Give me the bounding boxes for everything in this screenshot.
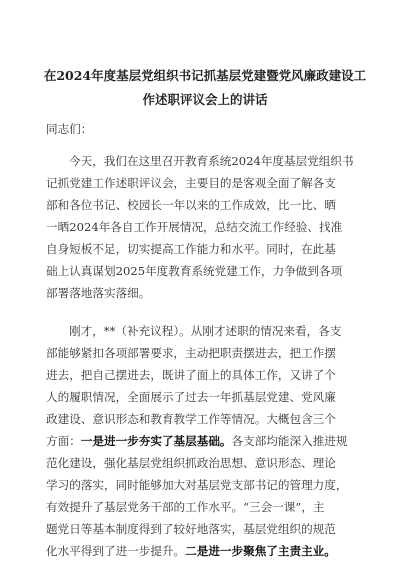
paragraph-line-prefix: 方面： <box>46 434 81 448</box>
title-line-1: 在2024年度基层党组织书记抓基层党建暨党风廉政建设工 <box>43 68 367 83</box>
paragraph-line-prefix: 化水平得到了进一步提升。 <box>46 544 186 558</box>
paragraph-line: 学习的落实，同时能够加大对基层党支部书记的管理力度， <box>46 478 348 492</box>
paragraph-line: 题党日等基本制度得到了较好地落实，基层党组织的规范 <box>46 522 336 536</box>
paragraph-line: 刚才，**（补充议程）。从刚才述职的情况来看，各支 <box>69 324 342 338</box>
paragraph-line: 部和各位书记、校园长一年以来的工作成效，比一比、晒 <box>46 198 336 212</box>
paragraph-line: 人的履职情况，全面展示了过去一年抓基层党建、党风廉 <box>46 390 336 404</box>
paragraph-line: 政建设、意识形态和教育教学工作等情况。大概包含三个 <box>46 412 336 426</box>
paragraph-line: 有效提升了基层党务干部的工作水平。“三会一课”，主 <box>46 500 325 514</box>
paragraph-line: 部能够紧扣各项部署要求，主动把职责摆进去，把工作摆 <box>46 346 336 360</box>
title-line-2: 作述职评议会上的讲话 <box>142 92 268 107</box>
bold-heading-1: 一是进一步夯实了基层基础。 <box>80 434 232 448</box>
paragraph-line: 进去，把自己摆进去，既讲了面上的具体工作，又讲了个 <box>46 368 336 382</box>
paragraph-line <box>46 540 362 562</box>
paragraph-line: 础上认真谋划2025年度教育系统党建工作，力争做到各项 <box>46 264 343 278</box>
document-title <box>40 64 370 112</box>
paragraph-line: 自身短板不足，切实提高工作能力和水平。同时，在此基 <box>46 242 336 256</box>
paragraph-1 <box>46 150 362 304</box>
paragraph-line <box>46 430 362 452</box>
document-body <box>46 118 362 562</box>
paragraph-line: 范化建设，强化基层党组织抓政治思想、意识形态、理论 <box>46 456 336 470</box>
paragraph-line: 部署落地落实落细。 <box>46 286 151 300</box>
paragraph-line: 记抓党建工作述职评议会，主要目的是客观全面了解各支 <box>46 176 336 190</box>
salutation: 同志们： <box>46 122 93 136</box>
paragraph-line: 今天，我们在这里召开教育系统2024年度基层党组织书 <box>69 154 354 168</box>
bold-heading-2: 二是进一步聚焦了主责主业。 <box>185 544 336 558</box>
paragraph-2 <box>46 320 362 562</box>
paragraph-line-suffix: 各支部均能深入推进规 <box>231 434 348 448</box>
paragraph-line: 一晒2024年各自工作开展情况，总结交流工作经验、找准 <box>46 220 343 234</box>
